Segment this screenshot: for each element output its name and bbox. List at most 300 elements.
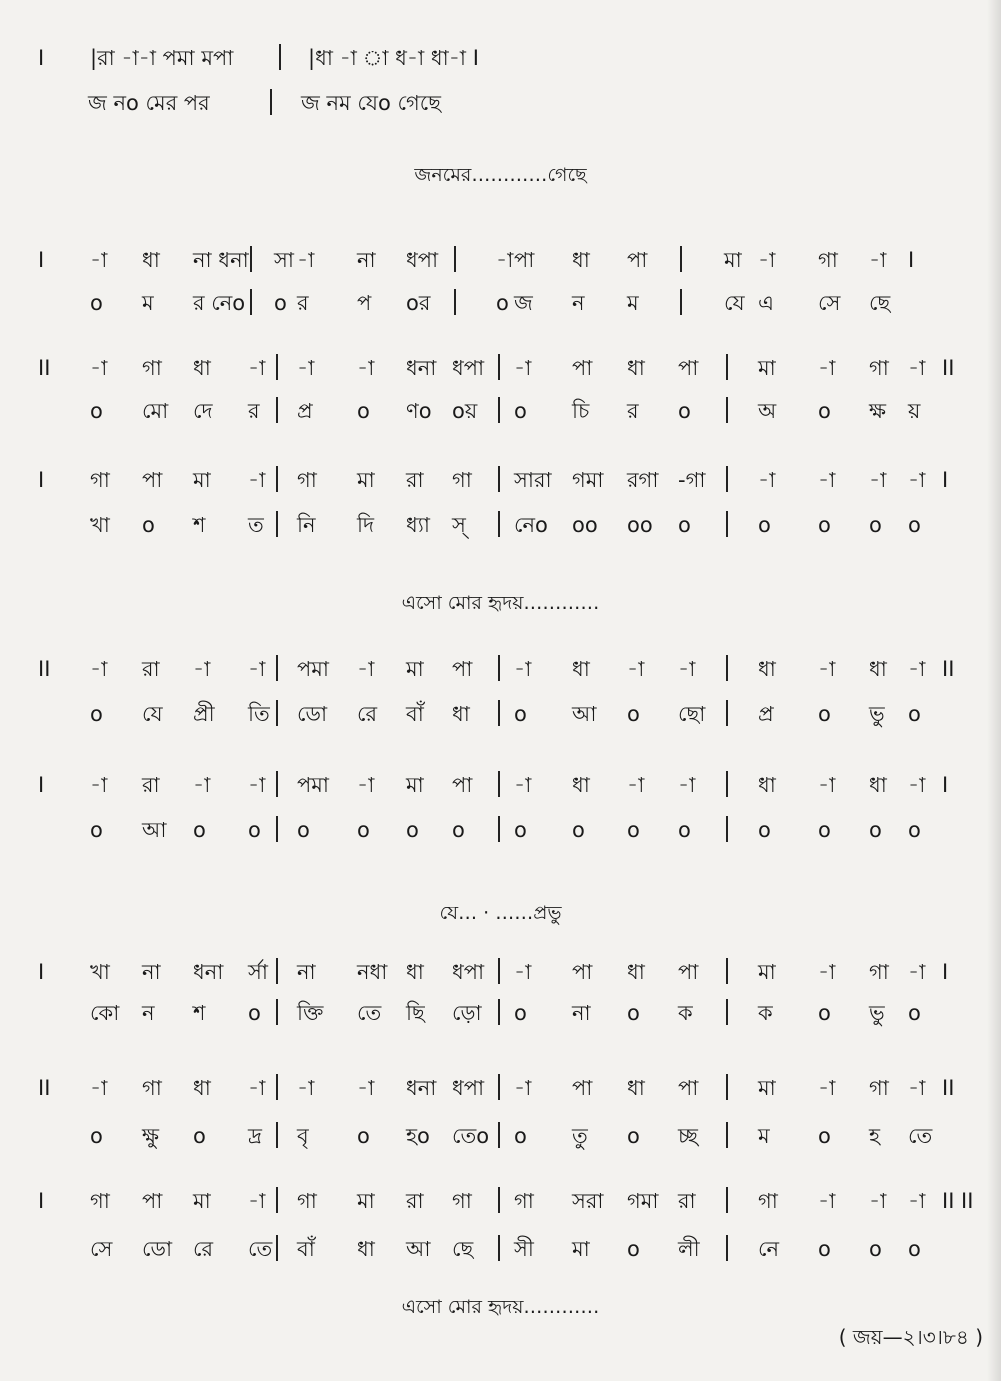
section-marker: I [38,960,45,984]
bar-line [726,1074,728,1100]
syllable-cell: ক [678,1001,693,1025]
note-cell: ধা [572,248,590,272]
syllable-cell: ম [758,1124,770,1148]
note-cell: -া [297,1076,315,1100]
syllable-cell: প্র [758,702,774,726]
bar-line [498,958,500,984]
syllable-cell: ক্ষ [869,399,887,423]
lyrics-line [0,696,1001,732]
syllable-cell: o [818,1237,831,1261]
syllable-cell: o [357,818,370,842]
syllable-cell: ছে [452,1237,474,1261]
lyrics-line [0,85,1001,121]
syllable-cell: o [818,399,831,423]
note-cell: |রা -া-া পমা মপা [90,46,234,70]
note-cell: -া [514,356,532,380]
syllable-cell: o [357,1124,370,1148]
syllable-cell: সে [818,291,841,315]
note-cell: পা [142,468,163,492]
section-marker: II [38,1076,51,1100]
syllable-cell: তে [357,1001,382,1025]
note-cell: -া [248,356,266,380]
bar-line [726,771,728,797]
syllable-cell: শ [193,513,206,537]
note-cell: -া [908,960,926,984]
note-cell: মা [724,248,742,272]
notation-line [0,462,1001,498]
note-cell: মা [758,356,776,380]
syllable-cell: প্র [297,399,313,423]
note-cell: গা [90,468,110,492]
section-marker: I [38,1189,45,1213]
note-cell: মা [193,468,211,492]
bar-line [726,958,728,984]
notation-line [0,242,1001,278]
bar-line [498,700,500,726]
bar-line [279,44,281,70]
syllable-cell: কো [90,1001,120,1025]
syllable-cell: প [357,291,372,315]
syllable-cell: o [248,1001,261,1025]
note-cell: ধপা [452,1076,485,1100]
bar-line [276,999,278,1025]
note-cell: গমা [627,1189,659,1213]
syllable-cell: ম [627,291,639,315]
syllable-cell: o [406,818,419,842]
syllable-cell: o [908,818,921,842]
note-cell: -া [357,356,375,380]
note-cell: ধা [758,773,776,797]
section-marker: I [908,248,915,272]
note-cell: -া [869,1189,887,1213]
note-cell: -া [357,657,375,681]
note-cell: ধা [627,356,645,380]
syllable-cell: o [818,702,831,726]
lyrics-line [0,1118,1001,1154]
syllable-cell: ডো [297,702,328,726]
note-cell: -া [193,657,211,681]
bar-line [498,999,500,1025]
bar-line [250,246,252,272]
bar-line [276,397,278,423]
syllable-cell: o [869,513,882,537]
note-cell: ধা [869,773,887,797]
note-cell: -া [496,248,514,272]
syllable-cell: স্ [452,513,466,537]
bar-line [726,816,728,842]
syllable-cell: যে [142,702,163,726]
syllable-cell: হo [406,1124,430,1148]
syllable-cell: o [869,1237,882,1261]
section-marker: I [942,773,949,797]
note-cell: ধা [193,1076,211,1100]
syllable-cell: জ [514,291,533,315]
note-cell: -া [678,657,696,681]
note-cell: -া [514,960,532,984]
syllable-cell: তেo [452,1124,490,1148]
note-cell: গা [452,468,472,492]
bar-line [726,1122,728,1148]
bar-line [276,466,278,492]
refrain-heading: যে… · ……প্রভু [439,902,562,924]
syllable-cell: প্রী [193,702,215,726]
bar-line [498,354,500,380]
note-cell: -া [90,248,108,272]
note-cell: -া [869,468,887,492]
note-cell: গা [514,1189,534,1213]
syllable-cell: ণo [406,399,432,423]
syllable-cell: o [142,513,155,537]
note-cell: ধা [142,248,160,272]
note-cell: -া [357,773,375,797]
note-cell: পমা [297,657,330,681]
bar-line [498,816,500,842]
note-cell: -া [514,657,532,681]
note-cell: -া [357,1076,375,1100]
note-cell: -া [908,1076,926,1100]
bar-line [726,1235,728,1261]
bar-line [276,354,278,380]
note-cell: -া [90,356,108,380]
syllable-cell: o [758,513,771,537]
syllable-cell: জ নম যেo গেছে [301,91,441,115]
syllable-cell: o [90,399,103,423]
note-cell: -া [818,468,836,492]
note-cell: -া [758,248,776,272]
note-cell: -া [514,773,532,797]
note-cell: -া [193,773,211,797]
bar-line [276,1235,278,1261]
syllable-cell: র [248,399,260,423]
note-cell: সারা [514,468,552,492]
bar-line [680,246,682,272]
note-cell: মা [406,657,424,681]
note-cell: -া [758,468,776,492]
syllable-cell: ধ্যা [406,513,430,537]
syllable-cell: রে [357,702,378,726]
syllable-cell: o [818,1124,831,1148]
syllable-cell: o [90,818,103,842]
notation-line [0,651,1001,687]
syllable-cell: নি [297,513,316,537]
note-cell: -া [90,1076,108,1100]
bar-line [276,511,278,537]
note-cell: -া [818,1189,836,1213]
bar-line [276,655,278,681]
note-cell: |ধা -া া ধ-া ধা-া I [308,46,479,70]
syllable-cell: o [869,818,882,842]
syllable-cell: o [818,513,831,537]
note-cell: পা [572,356,593,380]
note-cell: রগা [627,468,659,492]
syllable-cell: o [193,818,206,842]
bar-line [498,1235,500,1261]
note-cell: ধা [406,960,424,984]
note-cell: -া [297,356,315,380]
note-cell: গা [452,1189,472,1213]
note-cell: রা [142,657,160,681]
note-cell: -া [248,468,266,492]
section-marker: II [38,356,51,380]
syllable-cell: তু [572,1124,588,1148]
syllable-cell: o [90,291,103,315]
bar-line [498,1122,500,1148]
bar-line [726,1187,728,1213]
syllable-cell: জ নo মের পর [88,91,210,115]
syllable-cell: বাঁ [406,702,424,726]
bar-line [276,1187,278,1213]
note-cell: রা [678,1189,696,1213]
note-cell: ধা [869,657,887,681]
bar-line [498,397,500,423]
lyrics-line [0,285,1001,321]
syllable-cell: না [572,1001,591,1025]
syllable-cell: o [297,818,310,842]
syllable-cell: দি [357,513,375,537]
syllable-cell: o [193,1124,206,1148]
note-cell: পা [678,1076,699,1100]
note-cell: মা [758,1076,776,1100]
bar-line [276,1074,278,1100]
syllable-cell: র [627,399,639,423]
note-cell: গা [818,248,838,272]
bar-line [726,397,728,423]
note-cell: গা [90,1189,110,1213]
note-cell: -া [818,773,836,797]
note-cell: না [357,248,376,272]
note-cell: -া [248,1189,266,1213]
note-cell: গা [869,960,889,984]
bar-line [726,466,728,492]
note-cell: ধপা [452,960,485,984]
syllable-cell: ছে [869,291,891,315]
note-cell: গা [142,1076,162,1100]
bar-line [680,289,682,315]
syllable-cell: o [248,818,261,842]
section-marker: I [38,46,45,70]
section-marker: II [38,657,51,681]
syllable-cell: ন [572,291,585,315]
section-marker: I [942,960,949,984]
syllable-cell: o [678,399,691,423]
syllable-cell: o [514,818,527,842]
note-cell: ধা [572,773,590,797]
note-cell: -া [678,773,696,797]
syllable-cell: o [90,702,103,726]
syllable-cell: ধা [357,1237,375,1261]
note-cell: পা [627,248,648,272]
syllable-cell: o [514,1124,527,1148]
note-cell: -া [248,1076,266,1100]
syllable-cell: চ্ছ [678,1124,698,1148]
syllable-cell: অ [758,399,777,423]
syllable-cell: ছি [406,1001,425,1025]
syllable-cell: ত [248,513,264,537]
notation-line [0,350,1001,386]
syllable-cell: তি [248,702,270,726]
syllable-cell: o [627,818,640,842]
syllable-cell: বাঁ [297,1237,315,1261]
lyrics-line [0,995,1001,1031]
note-cell: -া [90,657,108,681]
syllable-cell: মো [142,399,169,423]
syllable-cell: ডো [142,1237,173,1261]
note-cell: -া [514,1076,532,1100]
section-marker: II [942,657,955,681]
notation-line [0,40,1001,76]
bar-line [276,771,278,797]
note-cell: ধনা [406,356,437,380]
syllable-cell: o [274,291,287,315]
syllable-cell: o [452,818,465,842]
note-cell: ধনা [406,1076,437,1100]
bar-line [454,246,456,272]
syllable-cell: ম [142,291,154,315]
syllable-cell: o [678,513,691,537]
note-cell: পা [572,960,593,984]
syllable-cell: আ [142,818,167,842]
syllable-cell: য় [908,399,921,423]
note-cell: পা [514,248,535,272]
syllable-cell: oo [572,513,598,537]
note-cell: -া [818,657,836,681]
note-cell: গা [869,356,889,380]
notation-line [0,767,1001,803]
syllable-cell: ধা [452,702,470,726]
note-cell: ধনা [193,960,224,984]
syllable-cell: তে [908,1124,933,1148]
syllable-cell: o [908,1001,921,1025]
note-cell: পা [452,657,473,681]
syllable-cell: ভু [869,1001,885,1025]
bar-line [454,289,456,315]
lyrics-line [0,507,1001,543]
note-cell: -া [818,356,836,380]
note-cell: নধা [357,960,388,984]
bar-line [498,466,500,492]
syllable-cell: নে [758,1237,780,1261]
bar-line [726,511,728,537]
syllable-cell: o [818,818,831,842]
syllable-cell: o [514,1001,527,1025]
syllable-cell: o [514,399,527,423]
refrain-heading: জনমের…………গেছে [414,164,587,186]
lyrics-line [0,1231,1001,1267]
section-marker: II [942,356,955,380]
note-cell: পা [678,960,699,984]
note-cell: -া [248,657,266,681]
note-cell: ধা [627,1076,645,1100]
bar-line [276,700,278,726]
bar-line [726,354,728,380]
syllable-cell: ভু [869,702,885,726]
note-cell: পমা [297,773,330,797]
note-cell: মা [357,468,375,492]
syllable-cell: ক [758,1001,773,1025]
syllable-cell: চি [572,399,590,423]
note-cell: ধা [627,960,645,984]
note-cell: মা [193,1189,211,1213]
bar-line [498,511,500,537]
syllable-cell: দ্র [248,1124,262,1148]
syllable-cell: o [496,291,509,315]
note-cell: গা [297,1189,317,1213]
syllable-cell: oo [627,513,653,537]
section-marker: I [38,248,45,272]
syllable-cell: ছো [678,702,706,726]
syllable-cell: র [297,291,309,315]
bar-line [726,700,728,726]
syllable-cell: o [627,702,640,726]
note-cell: সা [274,248,294,272]
note-cell: না [297,960,316,984]
syllable-cell: oর [406,291,431,315]
notation-line [0,1183,1001,1219]
bar-line [498,1187,500,1213]
note-cell: গা [297,468,317,492]
note-cell: -া [297,248,315,272]
syllable-cell: o [908,1237,921,1261]
bar-line [726,999,728,1025]
note-cell: -া [90,773,108,797]
note-cell: ধা [572,657,590,681]
note-cell: পা [572,1076,593,1100]
note-cell: না [142,960,161,984]
syllable-cell: ন [142,1001,155,1025]
syllable-cell: র নেo [193,291,246,315]
section-marker: I [38,468,45,492]
page-edge-shadow [987,0,1001,1381]
note-cell: -া [908,1189,926,1213]
syllable-cell: o [572,818,585,842]
note-cell: রা [406,1189,424,1213]
note-cell: পা [678,356,699,380]
notation-line [0,1070,1001,1106]
note-cell: -া [908,468,926,492]
syllable-cell: ড়ো [452,1001,482,1025]
syllable-cell: সে [90,1237,113,1261]
syllable-cell: আ [572,702,597,726]
syllable-cell: খা [90,513,110,537]
syllable-cell: o [908,513,921,537]
syllable-cell: মা [572,1237,590,1261]
note-cell: সরা [572,1189,604,1213]
bar-line [498,771,500,797]
note-cell: পা [452,773,473,797]
note-cell: রা [406,468,424,492]
syllable-cell: যে [724,291,745,315]
syllable-cell: o [514,702,527,726]
syllable-cell: o [627,1124,640,1148]
syllable-cell: o [627,1001,640,1025]
bar-line [498,1074,500,1100]
section-marker: II [942,1076,955,1100]
note-cell: ধপা [452,356,485,380]
note-cell: -া [869,248,887,272]
lyrics-line [0,812,1001,848]
note-cell: রা [142,773,160,797]
note-cell: -া [818,960,836,984]
syllable-cell: লী [678,1237,700,1261]
refrain-heading: এসো মোর হৃদয়………… [401,1296,600,1318]
syllable-cell: o [818,1001,831,1025]
syllable-cell: বৃ [297,1124,309,1148]
refrain-heading: এসো মোর হৃদয়………… [401,592,600,614]
note-cell: খা [90,960,110,984]
syllable-cell: o [90,1124,103,1148]
note-cell: -া [908,657,926,681]
note-cell: গা [869,1076,889,1100]
